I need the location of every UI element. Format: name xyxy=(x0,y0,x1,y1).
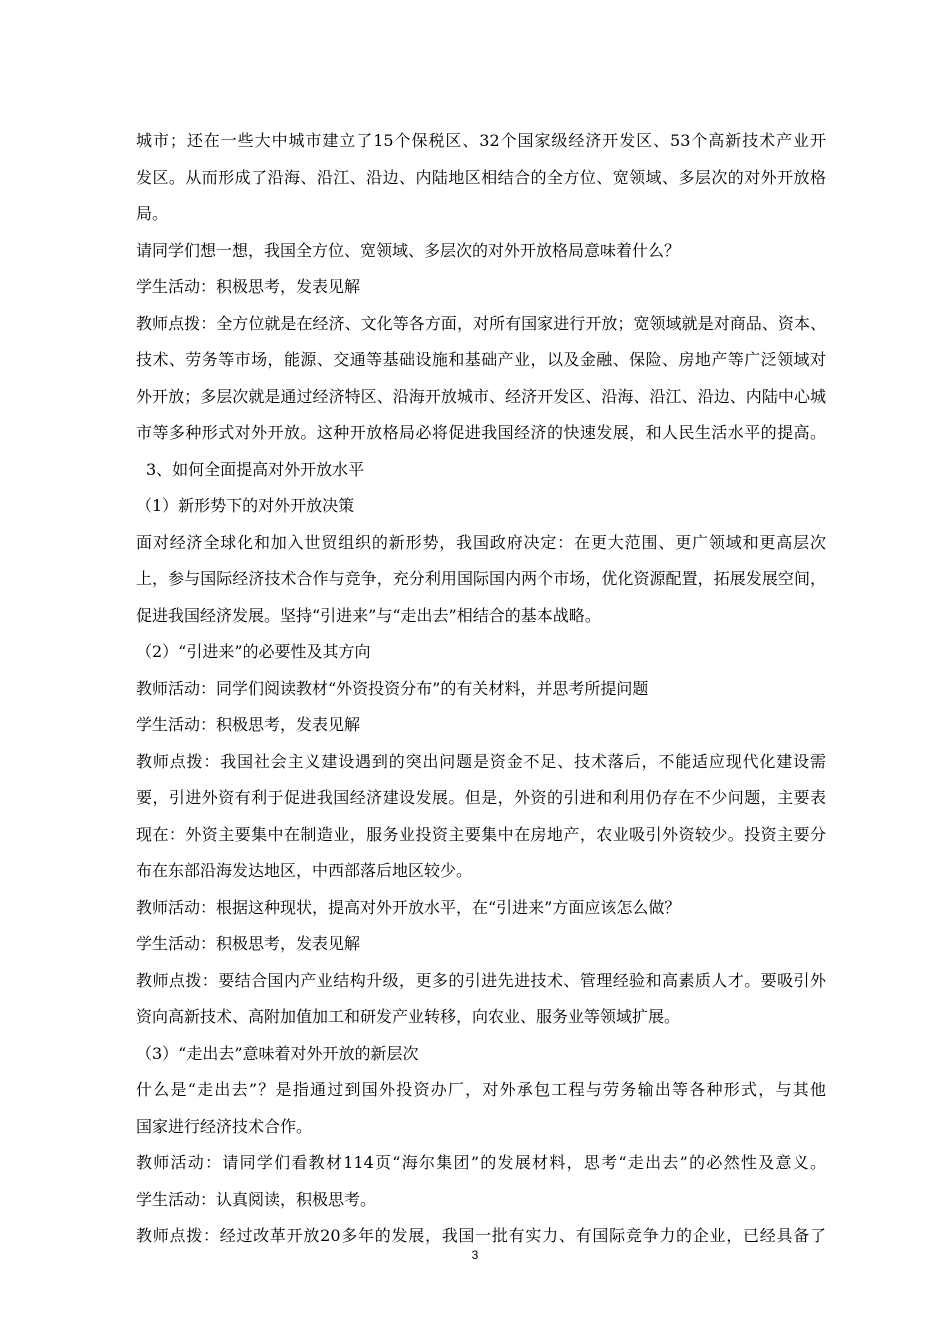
text-line: 教师点拨：要结合国内产业结构升级，更多的引进先进技术、管理经验和高素质人才。要吸引外 xyxy=(136,970,826,990)
text-line: 发区。从而形成了沿海、沿江、沿边、内陆地区相结合的全方位、宽领域、多层次的对外开放格 xyxy=(136,167,826,187)
text-line: 要，引进外资有利于促进我国经济建设发展。但是，外资的引进和利用仍存在不少问题，主要表 xyxy=(136,788,826,807)
text-line: 教师点拨：全方位就是在经济、文化等各方面，对所有国家进行开放；宽领域就是对商品、资本、 xyxy=(136,313,826,333)
text-line: 外开放；多层次就是通过经济特区、沿海开放城市、经济开发区、沿海、沿江、沿边、内陆中心城 xyxy=(136,386,826,406)
text-line: 请同学们想一想，我国全方位、宽领域、多层次的对外开放格局意味着什么？ xyxy=(136,240,681,260)
text-line: 上，参与国际经济技术合作与竞争，充分利用国际国内两个市场，优化资源配置，拓展发展空间， xyxy=(136,569,826,588)
text-line: 学生活动：积极思考，发表见解 xyxy=(136,277,361,296)
text-line: 布在东部沿海发达地区，中西部落后地区较少。 xyxy=(136,861,473,880)
text-line: 教师点拨：我国社会主义建设遇到的突出问题是资金不足、技术落后，不能适应现代化建设需 xyxy=(136,751,826,771)
text-line: 局。 xyxy=(136,204,169,223)
text-line: （2）“引进来”的必要性及其方向 xyxy=(136,642,371,661)
text-line: 促进我国经济发展。坚持“引进来”与“走出去”相结合的基本战略。 xyxy=(136,605,601,625)
text-line: 国家进行经济技术合作。 xyxy=(136,1116,313,1136)
text-line: 市等多种形式对外开放。这种开放格局必将促进我国经济的快速发展，和人民生活水平的提高。 xyxy=(136,423,826,442)
text-line: 3、如何全面提高对外开放水平 xyxy=(146,459,365,479)
text-line: 学生活动：认真阅读，积极思考。 xyxy=(136,1189,377,1209)
text-line: 现在：外资主要集中在制造业，服务业投资主要集中在房地产，农业吸引外资较少。投资主要分 xyxy=(136,824,826,844)
text-line: 面对经济全球化和加入世贸组织的新形势，我国政府决定：在更大范围、更广领域和更高层次 xyxy=(136,532,826,552)
text-line: 学生活动：积极思考，发表见解 xyxy=(136,715,361,734)
text-line: 学生活动：积极思考，发表见解 xyxy=(136,934,361,953)
text-line: 什么是“走出去”？是指通过到国外投资办厂，对外承包工程与劳务输出等各种形式，与其他 xyxy=(136,1080,826,1099)
text-line: 教师活动：根据这种现状，提高对外开放水平，在“引进来”方面应该怎么做？ xyxy=(136,897,681,917)
text-line: 城市；还在一些大中城市建立了15个保税区、32个国家级经济开发区、53个高新技术产业开 xyxy=(136,131,826,150)
document-body xyxy=(136,123,826,1255)
text-line: 资向高新技术、高附加值加工和研发产业转移，向农业、服务业等领域扩展。 xyxy=(136,1007,681,1026)
text-line: （3）“走出去”意味着对外开放的新层次 xyxy=(136,1043,419,1063)
text-line: 教师活动：请同学们看教材114页“海尔集团”的发展材料，思考“走出去”的必然性及意义。 xyxy=(136,1153,826,1172)
text-line: 教师点拨：经过改革开放20多年的发展，我国一批有实力、有国际竞争力的企业，已经具备了 xyxy=(136,1226,826,1245)
text-line: （1）新形势下的对外开放决策 xyxy=(136,496,355,515)
page-number: 3 xyxy=(471,1248,479,1262)
text-line: 教师活动：同学们阅读教材“外资投资分布”的有关材料，并思考所提问题 xyxy=(136,678,649,698)
text-line: 技术、劳务等市场，能源、交通等基础设施和基础产业，以及金融、保险、房地产等广泛领域对 xyxy=(136,350,826,369)
